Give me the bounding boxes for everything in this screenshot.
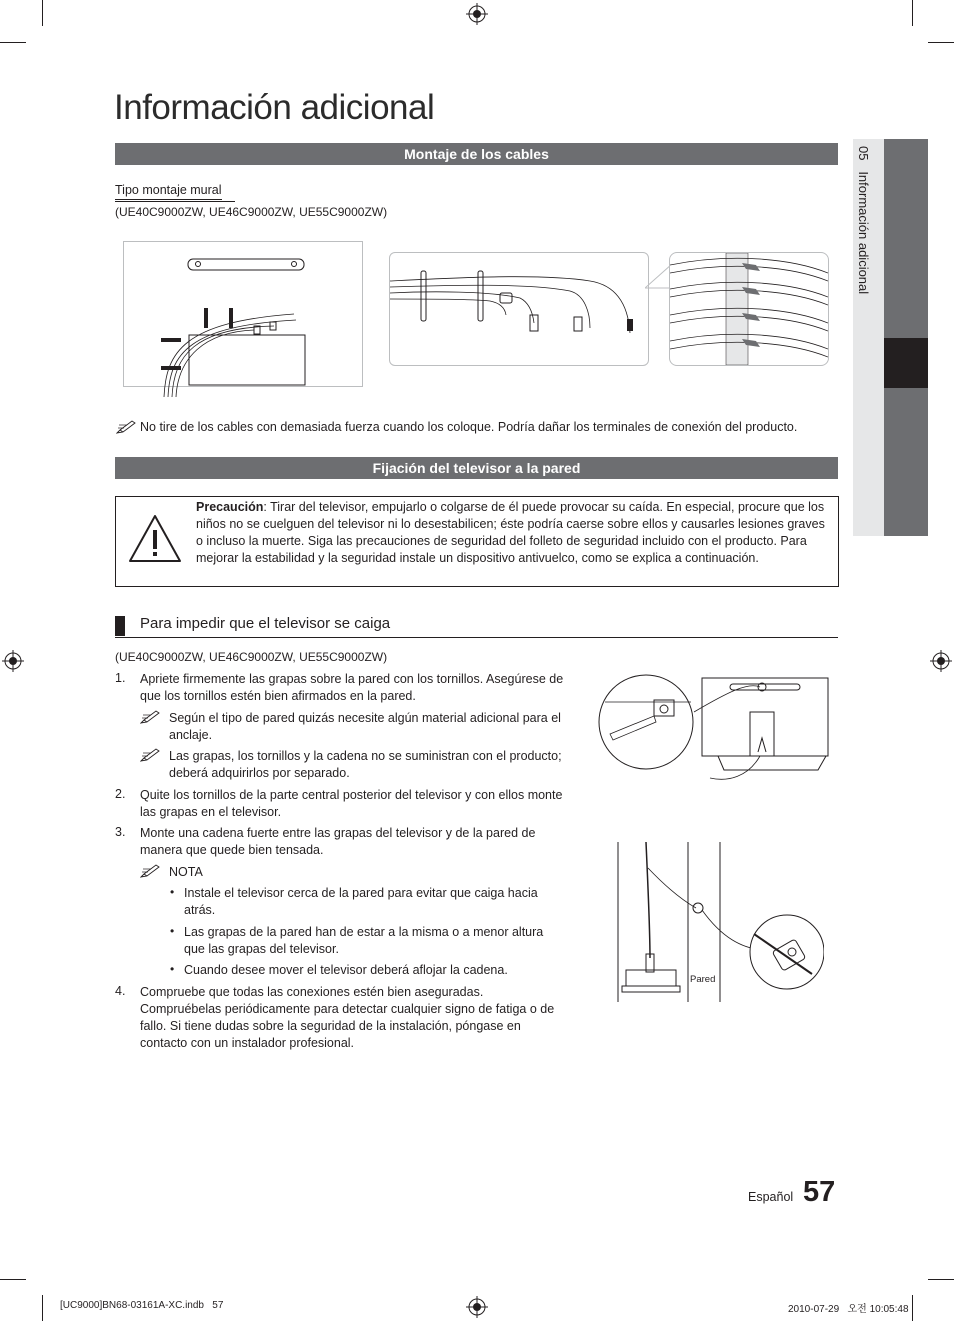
mount-type-label [115,183,222,197]
mount-type-text: Tipo montaje mural [115,183,222,200]
step-text: Apriete firmemente las grapas sobre la pared con los tornillos. Asegúrese de que los tornillos estén bien afirmados en la pared. [140,672,564,703]
warning-icon [127,513,183,565]
note-bullet: Las grapas de la pared han de estar a la misma o a menor altura que las grapas del televisor. [184,925,544,956]
chapter-title: Información adicional [856,171,871,295]
cable-figure-zoom [669,252,829,366]
models-text: (UE40C9000ZW, UE46C9000ZW, UE55C9000ZW) [115,205,388,219]
registration-mark-icon [2,650,24,672]
page-title: Información adicional [114,88,435,127]
crop-mark [42,1295,43,1321]
chapter-number: 05 [856,146,871,161]
caution-text [196,499,826,567]
note-label: NOTA [169,865,203,879]
step-number: 3. [115,825,126,839]
cable-clips-illustration [390,253,648,365]
registration-mark-icon [466,1296,488,1318]
mount-type-underline [115,201,235,202]
note-icon [116,420,136,434]
bullet-dot: • [170,885,175,899]
caution-label: Precaución [196,500,264,514]
bullet-dot: • [170,924,175,938]
bullet-dot: • [170,962,175,976]
subheading-marker [115,616,125,636]
wall-bracket-illustration [598,672,834,802]
side-tab-label [856,146,882,526]
step-note: Las grapas, los tornillos y la cadena no se suministran con el producto; deberá adquirirlos por separado. [169,749,562,780]
note-icon [140,710,160,724]
caution-body: : Tirar del televisor, empujarlo o colgarse de él puede provocar su caída. En especial, procure que los niños no se cuelguen del televisor ni lo desestabilicen; éste podría caerse sobre ellos y causarles lesiones graves o incluso la muerte. Siga las precauciones de seguridad del folleto de seguridad incluido con el producto. Para mejorar la estabilidad y la seguridad instale un dispositivo antivuelco, como se explica a continuación. [196,500,825,565]
step-number: 1. [115,671,126,685]
clip-zoom-illustration [670,253,828,365]
crop-mark [0,1279,26,1280]
note-bullet: Instale el televisor cerca de la pared para evitar que caiga hacia atrás. [184,886,538,917]
section-heading-cables: Montaje de los cables [115,143,838,165]
side-tab-marker [884,338,928,388]
subheading-rule [115,637,838,638]
step-number: 4. [115,984,126,998]
step-number: 2. [115,787,126,801]
cables-note: No tire de los cables con demasiada fuerza cuando los coloque. Podría dañar los terminales de conexión del producto. [140,420,798,434]
registration-mark-icon [930,650,952,672]
note-bullet: Cuando desee mover el televisor deberá aflojar la cadena. [184,963,508,977]
models-text-prevent: (UE40C9000ZW, UE46C9000ZW, UE55C9000ZW) [115,650,388,664]
crop-mark [912,1295,913,1321]
crop-mark [0,42,26,43]
step-note: Según el tipo de pared quizás necesite algún material adicional para el anclaje. [169,711,561,742]
subheading-prevent: Para impedir que el televisor se caiga [140,615,391,632]
crop-mark [42,0,43,26]
step-text: Monte una cadena fuerte entre las grapas del televisor y de la pared de manera que quede bien tensada. [140,826,536,857]
step-text: Quite los tornillos de la parte central posterior del televisor y con ellos monte las grapas en el televisor. [140,788,563,819]
note-icon [140,864,160,878]
print-file-info: [UC9000]BN68-03161A-XC.indb 57 [60,1300,224,1311]
tv-rear-cables-illustration [124,242,362,397]
print-timestamp: 2010-07-29 오전 10:05:48 [788,1304,909,1315]
registration-mark-icon [466,3,488,25]
crop-mark [912,0,913,26]
footer-language: Español [748,1190,794,1204]
crop-mark [928,42,954,43]
cable-figure-detail [389,252,649,366]
crop-mark [928,1279,954,1280]
section-heading-wall: Fijación del televisor a la pared [115,457,838,479]
step-text: Compruebe que todas las conexiones estén bien aseguradas. Compruébelas periódicamente para detectar cualquier signo de fatiga o de fallo. Si tiene dudas sobre la seguridad de la instalación, póngase en contacto con un instalador profesional. [140,985,555,1050]
page-number: 57 [803,1176,836,1208]
note-icon [140,748,160,762]
side-view-illustration [612,838,824,1006]
wall-label: Pared [690,974,716,985]
cable-figure-rear [123,241,363,387]
